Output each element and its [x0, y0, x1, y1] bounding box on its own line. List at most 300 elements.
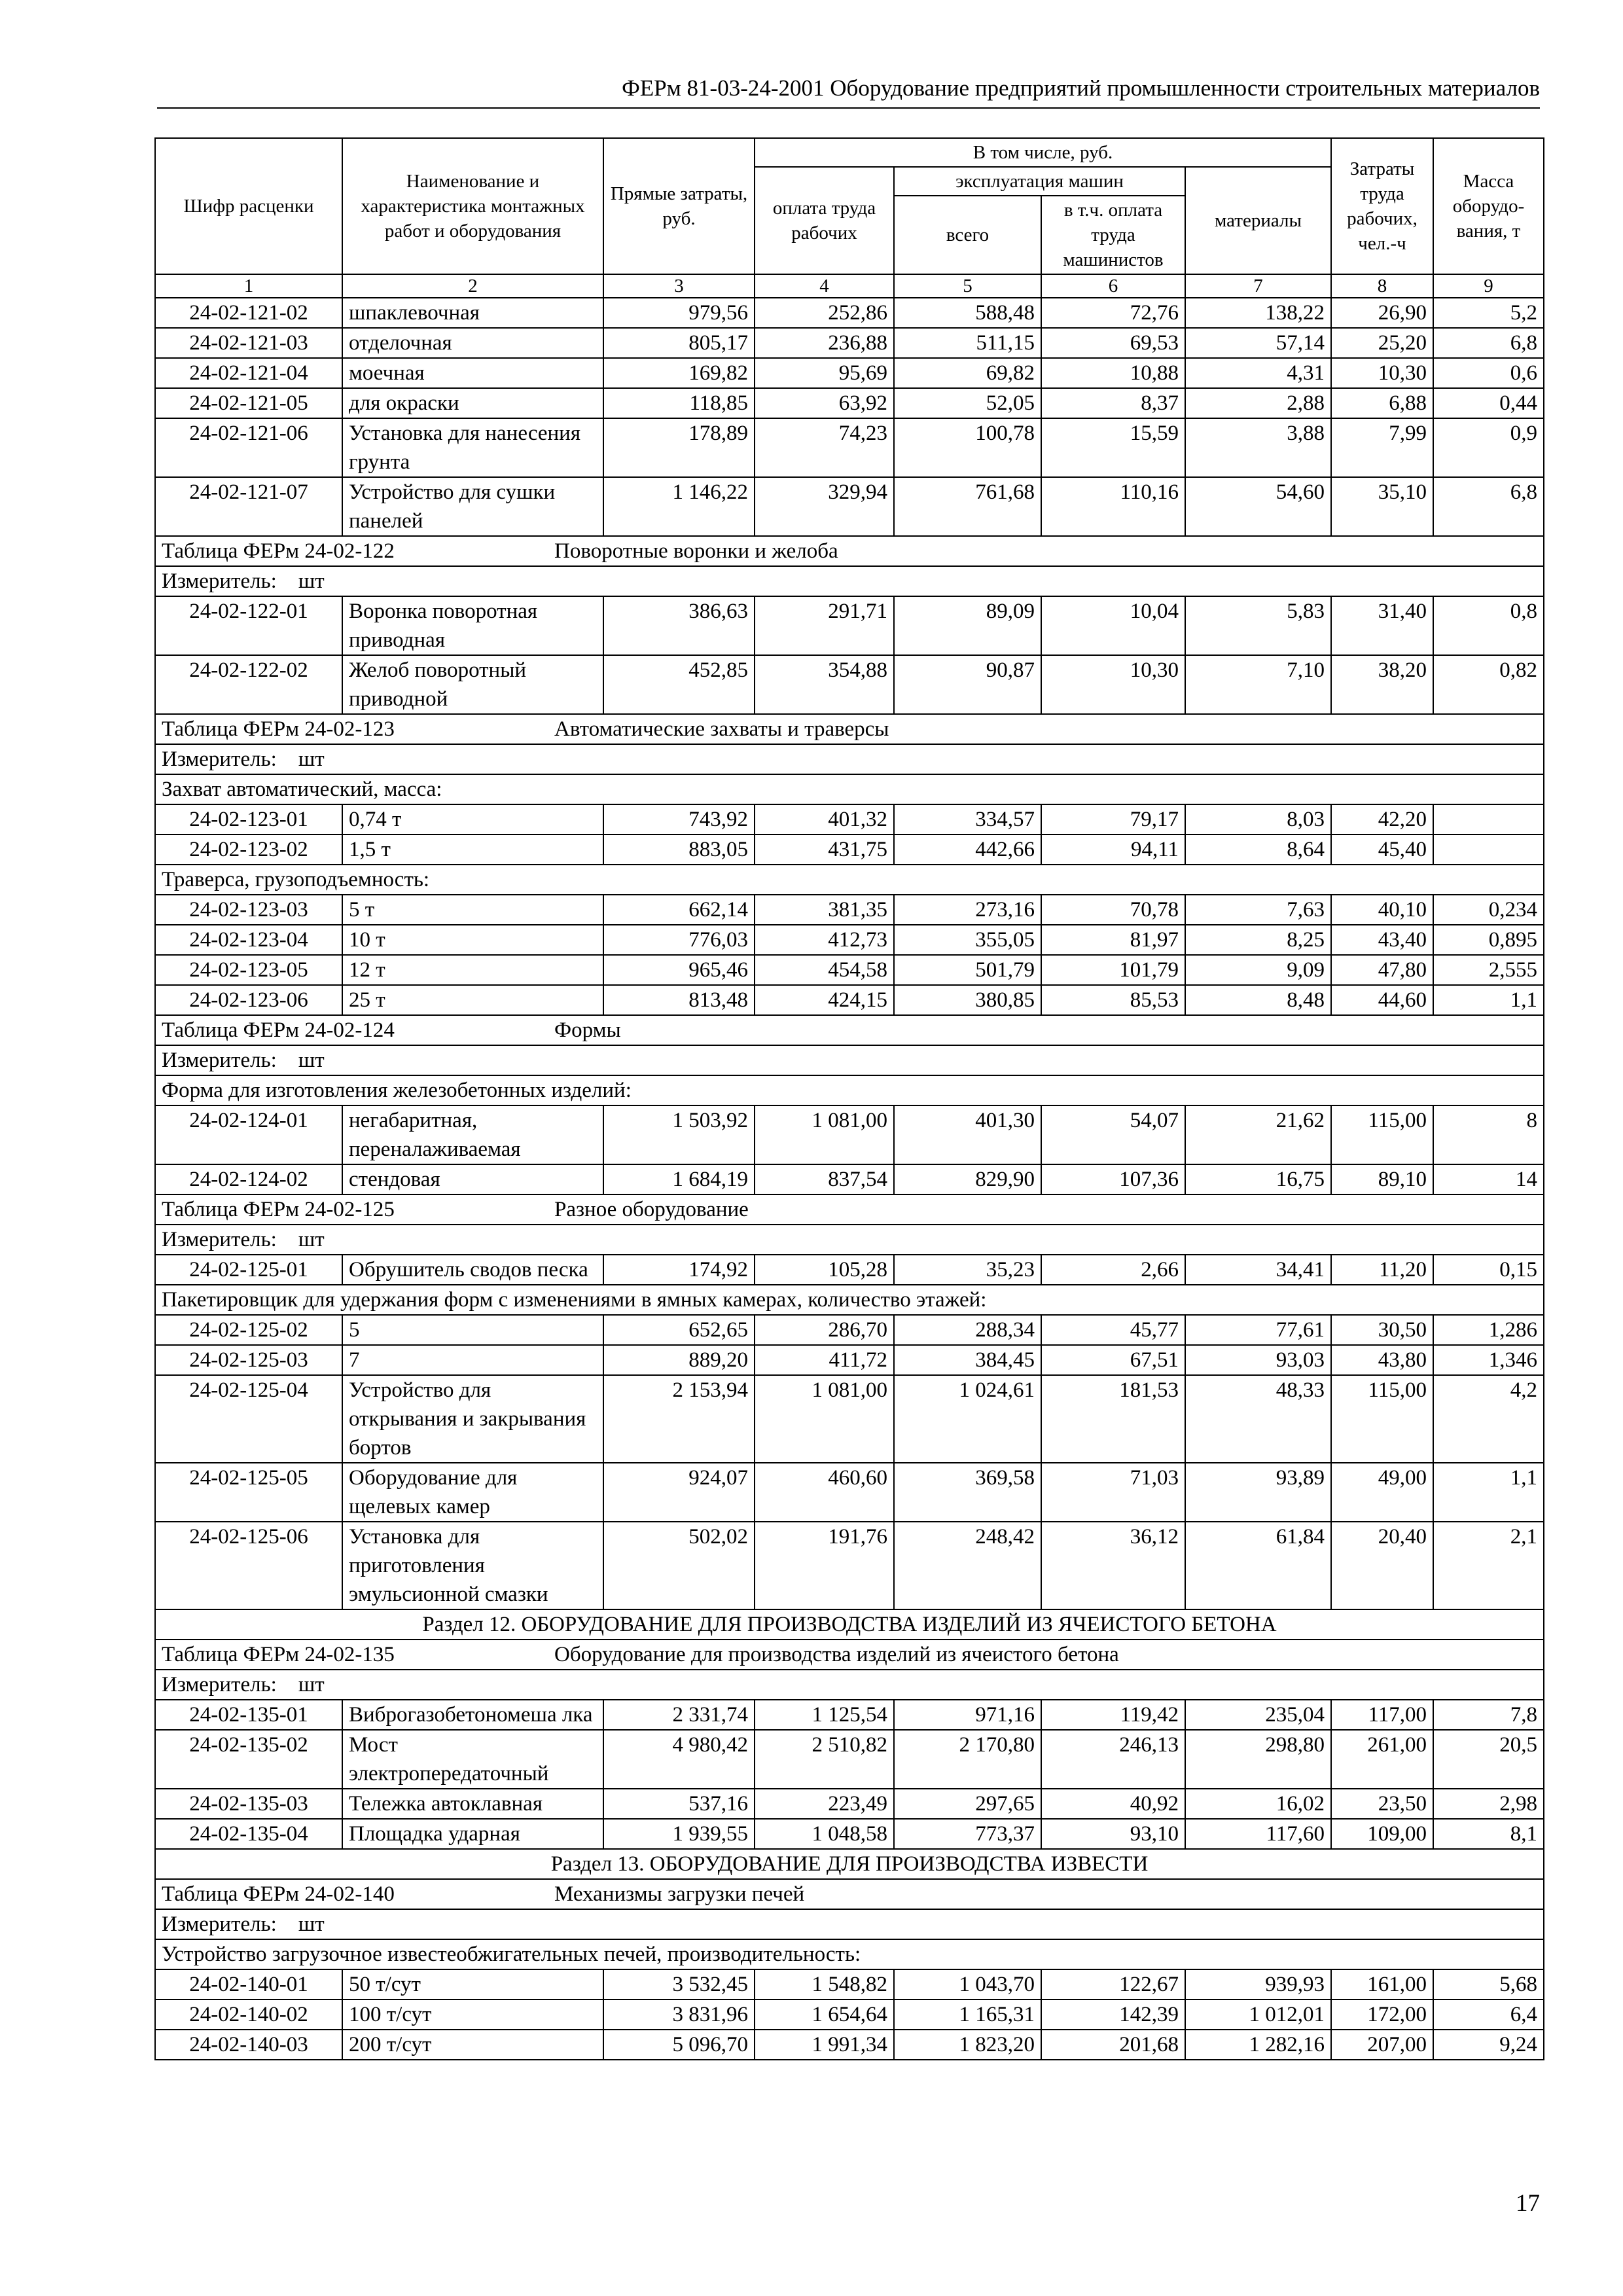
machine-total: 35,23	[894, 1255, 1041, 1285]
group-row	[155, 1939, 1544, 1969]
table-row	[155, 834, 1544, 865]
col-number: 5	[894, 274, 1041, 298]
labor-hours: 10,30	[1331, 358, 1433, 388]
work-name: 50 т/сут	[342, 1969, 603, 2000]
work-name: Установка для приготовления эмульсионной смазки	[342, 1522, 603, 1609]
labor-pay: 411,72	[755, 1345, 894, 1375]
table-title: Разное оборудование	[554, 1198, 749, 1221]
machine-total: 369,58	[894, 1463, 1041, 1522]
col-number: 1	[155, 274, 342, 298]
direct-cost: 813,48	[603, 985, 755, 1015]
labor-hours: 42,20	[1331, 804, 1433, 834]
col-header-mass: Масса оборудо-вания, т	[1433, 138, 1544, 274]
work-name: Установка для нанесения грунта	[342, 418, 603, 477]
labor-hours: 6,88	[1331, 388, 1433, 418]
labor-pay: 1 081,00	[755, 1375, 894, 1463]
machine-total: 52,05	[894, 388, 1041, 418]
direct-cost: 169,82	[603, 358, 755, 388]
col-number: 2	[342, 274, 603, 298]
machinist-pay: 246,13	[1041, 1730, 1185, 1789]
labor-pay: 354,88	[755, 655, 894, 714]
work-name: Обрушитель сводов песка	[342, 1255, 603, 1285]
table-title: Механизмы загрузки печей	[554, 1882, 805, 1906]
direct-cost: 1 684,19	[603, 1164, 755, 1194]
labor-hours: 40,10	[1331, 895, 1433, 925]
work-name: стендовая	[342, 1164, 603, 1194]
machine-total: 1 024,61	[894, 1375, 1041, 1463]
group-row	[155, 1285, 1544, 1315]
direct-cost: 1 503,92	[603, 1105, 755, 1164]
table-code: Таблица ФЕРм 24-02-123	[162, 717, 395, 741]
equipment-mass: 0,9	[1433, 418, 1544, 477]
table-row	[155, 655, 1544, 714]
table-row	[155, 1315, 1544, 1345]
machine-total: 297,65	[894, 1789, 1041, 1819]
equipment-mass: 1,1	[1433, 985, 1544, 1015]
rate-code: 24-02-125-05	[155, 1463, 342, 1522]
work-name: шпаклевочная	[342, 298, 603, 328]
equipment-mass	[1433, 804, 1544, 834]
direct-cost: 452,85	[603, 655, 755, 714]
materials-cost: 4,31	[1185, 358, 1331, 388]
table-row	[155, 804, 1544, 834]
labor-pay: 1 991,34	[755, 2030, 894, 2060]
direct-cost: 386,63	[603, 596, 755, 655]
equipment-mass: 20,5	[1433, 1730, 1544, 1789]
rate-code: 24-02-125-01	[155, 1255, 342, 1285]
unit-row	[155, 566, 1544, 596]
price-table	[154, 137, 1544, 2060]
materials-cost: 54,60	[1185, 477, 1331, 536]
col-header-direct: Прямые затраты, руб.	[603, 138, 755, 274]
rate-code: 24-02-122-01	[155, 596, 342, 655]
group-label: Устройство загрузочное известеобжигательных печей, производительность:	[155, 1939, 1544, 1969]
machine-total: 1 043,70	[894, 1969, 1041, 2000]
group-row	[155, 774, 1544, 804]
equipment-mass: 0,82	[1433, 655, 1544, 714]
equipment-mass: 14	[1433, 1164, 1544, 1194]
work-name: Желоб поворотный приводной	[342, 655, 603, 714]
labor-hours: 117,00	[1331, 1700, 1433, 1730]
direct-cost: 3 532,45	[603, 1969, 755, 2000]
work-name: 100 т/сут	[342, 2000, 603, 2030]
direct-cost: 178,89	[603, 418, 755, 477]
work-name: Устройство для сушки панелей	[342, 477, 603, 536]
rate-code: 24-02-123-05	[155, 955, 342, 985]
direct-cost: 174,92	[603, 1255, 755, 1285]
col-header-machinist-pay: в т.ч. оплата труда машинистов	[1041, 196, 1185, 274]
materials-cost: 8,25	[1185, 925, 1331, 955]
machine-total: 100,78	[894, 418, 1041, 477]
table-row	[155, 1789, 1544, 1819]
table-row	[155, 2000, 1544, 2030]
materials-cost: 61,84	[1185, 1522, 1331, 1609]
work-name: для окраски	[342, 388, 603, 418]
table-code: Таблица ФЕРм 24-02-140	[162, 1882, 395, 1906]
table-row	[155, 328, 1544, 358]
labor-pay: 223,49	[755, 1789, 894, 1819]
labor-hours: 45,40	[1331, 834, 1433, 865]
work-name: Площадка ударная	[342, 1819, 603, 1849]
table-title: Автоматические захваты и траверсы	[554, 717, 889, 741]
direct-cost: 2 153,94	[603, 1375, 755, 1463]
table-row	[155, 1164, 1544, 1194]
labor-pay: 105,28	[755, 1255, 894, 1285]
machine-total: 971,16	[894, 1700, 1041, 1730]
materials-cost: 8,03	[1185, 804, 1331, 834]
work-name: Устройство для открывания и закрывания бортов	[342, 1375, 603, 1463]
machine-total: 501,79	[894, 955, 1041, 985]
labor-pay: 1 654,64	[755, 2000, 894, 2030]
labor-pay: 1 125,54	[755, 1700, 894, 1730]
direct-cost: 889,20	[603, 1345, 755, 1375]
materials-cost: 7,10	[1185, 655, 1331, 714]
direct-cost: 979,56	[603, 298, 755, 328]
materials-cost: 34,41	[1185, 1255, 1331, 1285]
table-row	[155, 1463, 1544, 1522]
materials-cost: 117,60	[1185, 1819, 1331, 1849]
machinist-pay: 2,66	[1041, 1255, 1185, 1285]
machinist-pay: 40,92	[1041, 1789, 1185, 1819]
labor-hours: 31,40	[1331, 596, 1433, 655]
materials-cost: 16,75	[1185, 1164, 1331, 1194]
materials-cost: 939,93	[1185, 1969, 1331, 2000]
materials-cost: 57,14	[1185, 328, 1331, 358]
labor-pay: 74,23	[755, 418, 894, 477]
rate-code: 24-02-135-04	[155, 1819, 342, 1849]
table-row	[155, 1105, 1544, 1164]
table-row	[155, 1819, 1544, 1849]
work-name: 0,74 т	[342, 804, 603, 834]
col-header-machine-total: всего	[894, 196, 1041, 274]
machinist-pay: 10,30	[1041, 655, 1185, 714]
labor-hours: 7,99	[1331, 418, 1433, 477]
machinist-pay: 79,17	[1041, 804, 1185, 834]
page-number: 17	[1516, 2190, 1540, 2217]
table-title-cell	[155, 1194, 1544, 1225]
labor-pay: 1 048,58	[755, 1819, 894, 1849]
equipment-mass: 0,44	[1433, 388, 1544, 418]
section-title: Раздел 13. ОБОРУДОВАНИЕ ДЛЯ ПРОИЗВОДСТВА ИЗВЕСТИ	[155, 1849, 1544, 1879]
machine-total: 829,90	[894, 1164, 1041, 1194]
table-code: Таблица ФЕРм 24-02-124	[162, 1018, 395, 1042]
section-row	[155, 1609, 1544, 1640]
labor-hours: 38,20	[1331, 655, 1433, 714]
table-title-cell	[155, 1640, 1544, 1670]
labor-hours: 23,50	[1331, 1789, 1433, 1819]
materials-cost: 1 282,16	[1185, 2030, 1331, 2060]
equipment-mass: 2,1	[1433, 1522, 1544, 1609]
unit-label: Измеритель: шт	[155, 1045, 1544, 1075]
labor-pay: 460,60	[755, 1463, 894, 1522]
machinist-pay: 201,68	[1041, 2030, 1185, 2060]
unit-label: Измеритель: шт	[155, 1909, 1544, 1939]
direct-cost: 776,03	[603, 925, 755, 955]
labor-pay: 291,71	[755, 596, 894, 655]
group-label: Форма для изготовления железобетонных изделий:	[155, 1075, 1544, 1105]
unit-row	[155, 1225, 1544, 1255]
equipment-mass: 1,1	[1433, 1463, 1544, 1522]
labor-hours: 44,60	[1331, 985, 1433, 1015]
column-numbers-row	[155, 274, 1544, 298]
group-row	[155, 865, 1544, 895]
labor-hours: 207,00	[1331, 2030, 1433, 2060]
materials-cost: 93,03	[1185, 1345, 1331, 1375]
table-title-row	[155, 536, 1544, 566]
equipment-mass	[1433, 834, 1544, 865]
work-name: 5 т	[342, 895, 603, 925]
direct-cost: 2 331,74	[603, 1700, 755, 1730]
machinist-pay: 181,53	[1041, 1375, 1185, 1463]
table-row	[155, 358, 1544, 388]
equipment-mass: 9,24	[1433, 2030, 1544, 2060]
equipment-mass: 5,2	[1433, 298, 1544, 328]
rate-code: 24-02-135-03	[155, 1789, 342, 1819]
machine-total: 401,30	[894, 1105, 1041, 1164]
table-title-cell	[155, 1879, 1544, 1909]
unit-row	[155, 1045, 1544, 1075]
col-header-incl: В том числе, руб.	[755, 138, 1331, 167]
equipment-mass: 2,555	[1433, 955, 1544, 985]
equipment-mass: 8,1	[1433, 1819, 1544, 1849]
direct-cost: 4 980,42	[603, 1730, 755, 1789]
table-row	[155, 1969, 1544, 2000]
rate-code: 24-02-135-02	[155, 1730, 342, 1789]
labor-pay: 401,32	[755, 804, 894, 834]
equipment-mass: 0,234	[1433, 895, 1544, 925]
labor-pay: 381,35	[755, 895, 894, 925]
table-title-row	[155, 714, 1544, 744]
equipment-mass: 6,8	[1433, 477, 1544, 536]
col-header-machine-op: эксплуатация машин	[894, 167, 1185, 196]
labor-pay: 95,69	[755, 358, 894, 388]
labor-pay: 329,94	[755, 477, 894, 536]
labor-pay: 1 081,00	[755, 1105, 894, 1164]
table-head	[155, 138, 1544, 298]
equipment-mass: 1,286	[1433, 1315, 1544, 1345]
materials-cost: 16,02	[1185, 1789, 1331, 1819]
rate-code: 24-02-123-02	[155, 834, 342, 865]
labor-pay: 236,88	[755, 328, 894, 358]
work-name: 200 т/сут	[342, 2030, 603, 2060]
col-header-labor-pay: оплата труда рабочих	[755, 167, 894, 274]
machine-total: 511,15	[894, 328, 1041, 358]
direct-cost: 743,92	[603, 804, 755, 834]
labor-pay: 286,70	[755, 1315, 894, 1345]
machinist-pay: 70,78	[1041, 895, 1185, 925]
equipment-mass: 4,2	[1433, 1375, 1544, 1463]
labor-hours: 26,90	[1331, 298, 1433, 328]
rate-code: 24-02-135-01	[155, 1700, 342, 1730]
work-name: Оборудование для щелевых камер	[342, 1463, 603, 1522]
machinist-pay: 81,97	[1041, 925, 1185, 955]
table-title-row	[155, 1879, 1544, 1909]
table-title: Формы	[554, 1018, 621, 1042]
labor-hours: 261,00	[1331, 1730, 1433, 1789]
machine-total: 248,42	[894, 1522, 1041, 1609]
machine-total: 355,05	[894, 925, 1041, 955]
equipment-mass: 0,6	[1433, 358, 1544, 388]
rate-code: 24-02-125-06	[155, 1522, 342, 1609]
equipment-mass: 1,346	[1433, 1345, 1544, 1375]
labor-pay: 63,92	[755, 388, 894, 418]
rate-code: 24-02-123-01	[155, 804, 342, 834]
direct-cost: 502,02	[603, 1522, 755, 1609]
col-header-code: Шифр расценки	[155, 138, 342, 274]
direct-cost: 965,46	[603, 955, 755, 985]
rate-code: 24-02-123-06	[155, 985, 342, 1015]
unit-label: Измеритель: шт	[155, 1670, 1544, 1700]
labor-hours: 47,80	[1331, 955, 1433, 985]
table-row	[155, 1522, 1544, 1609]
machine-total: 2 170,80	[894, 1730, 1041, 1789]
materials-cost: 48,33	[1185, 1375, 1331, 1463]
col-header-materials: материалы	[1185, 167, 1331, 274]
machinist-pay: 71,03	[1041, 1463, 1185, 1522]
table-row	[155, 1345, 1544, 1375]
group-label: Пакетировщик для удержания форм с изменениями в ямных камерах, количество этажей:	[155, 1285, 1544, 1315]
table-code: Таблица ФЕРм 24-02-122	[162, 539, 395, 563]
unit-label: Измеритель: шт	[155, 744, 1544, 774]
machinist-pay: 67,51	[1041, 1345, 1185, 1375]
machine-total: 384,45	[894, 1345, 1041, 1375]
labor-pay: 837,54	[755, 1164, 894, 1194]
group-row	[155, 1075, 1544, 1105]
labor-hours: 43,80	[1331, 1345, 1433, 1375]
materials-cost: 2,88	[1185, 388, 1331, 418]
unit-row	[155, 1909, 1544, 1939]
rate-code: 24-02-140-02	[155, 2000, 342, 2030]
machinist-pay: 93,10	[1041, 1819, 1185, 1849]
labor-hours: 161,00	[1331, 1969, 1433, 2000]
materials-cost: 298,80	[1185, 1730, 1331, 1789]
table-row	[155, 596, 1544, 655]
labor-pay: 454,58	[755, 955, 894, 985]
machinist-pay: 142,39	[1041, 2000, 1185, 2030]
rate-code: 24-02-122-02	[155, 655, 342, 714]
table-row	[155, 955, 1544, 985]
direct-cost: 652,65	[603, 1315, 755, 1345]
section-title: Раздел 12. ОБОРУДОВАНИЕ ДЛЯ ПРОИЗВОДСТВА ИЗДЕЛИЙ ИЗ ЯЧЕИСТОГО БЕТОНА	[155, 1609, 1544, 1640]
table-title-cell	[155, 714, 1544, 744]
unit-label: Измеритель: шт	[155, 566, 1544, 596]
rate-code: 24-02-125-03	[155, 1345, 342, 1375]
table-title: Оборудование для производства изделий из ячеистого бетона	[554, 1643, 1119, 1666]
table-row	[155, 298, 1544, 328]
table-row	[155, 1255, 1544, 1285]
rate-code: 24-02-121-04	[155, 358, 342, 388]
work-name: Воронка поворотная приводная	[342, 596, 603, 655]
labor-hours: 30,50	[1331, 1315, 1433, 1345]
work-name: 25 т	[342, 985, 603, 1015]
machine-total: 89,09	[894, 596, 1041, 655]
direct-cost: 5 096,70	[603, 2030, 755, 2060]
machinist-pay: 101,79	[1041, 955, 1185, 985]
table-row	[155, 477, 1544, 536]
direct-cost: 662,14	[603, 895, 755, 925]
machinist-pay: 107,36	[1041, 1164, 1185, 1194]
rate-code: 24-02-121-02	[155, 298, 342, 328]
labor-pay: 424,15	[755, 985, 894, 1015]
materials-cost: 9,09	[1185, 955, 1331, 985]
rate-code: 24-02-121-05	[155, 388, 342, 418]
labor-hours: 115,00	[1331, 1105, 1433, 1164]
work-name: Мост электропередаточный	[342, 1730, 603, 1789]
machine-total: 288,34	[894, 1315, 1041, 1345]
labor-pay: 431,75	[755, 834, 894, 865]
machinist-pay: 72,76	[1041, 298, 1185, 328]
work-name: моечная	[342, 358, 603, 388]
materials-cost: 7,63	[1185, 895, 1331, 925]
labor-hours: 49,00	[1331, 1463, 1433, 1522]
work-name: 1,5 т	[342, 834, 603, 865]
direct-cost: 1 939,55	[603, 1819, 755, 1849]
unit-row	[155, 744, 1544, 774]
table-title-cell	[155, 536, 1544, 566]
table-row	[155, 2030, 1544, 2060]
work-name: негабаритная, переналаживаемая	[342, 1105, 603, 1164]
direct-cost: 1 146,22	[603, 477, 755, 536]
equipment-mass: 6,4	[1433, 2000, 1544, 2030]
rate-code: 24-02-121-07	[155, 477, 342, 536]
labor-pay: 412,73	[755, 925, 894, 955]
work-name: отделочная	[342, 328, 603, 358]
direct-cost: 924,07	[603, 1463, 755, 1522]
table-row	[155, 985, 1544, 1015]
work-name: 7	[342, 1345, 603, 1375]
labor-hours: 43,40	[1331, 925, 1433, 955]
table-row	[155, 1700, 1544, 1730]
table-title-cell	[155, 1015, 1544, 1045]
labor-hours: 35,10	[1331, 477, 1433, 536]
materials-cost: 3,88	[1185, 418, 1331, 477]
table-body	[155, 298, 1544, 2060]
col-header-labor-hours: Затраты труда рабочих, чел.-ч	[1331, 138, 1433, 274]
materials-cost: 235,04	[1185, 1700, 1331, 1730]
page-header: ФЕРм 81-03-24-2001 Оборудование предприятий промышленности строительных материалов	[622, 75, 1540, 101]
machine-total: 761,68	[894, 477, 1041, 536]
labor-hours: 89,10	[1331, 1164, 1433, 1194]
table-title-row	[155, 1194, 1544, 1225]
table-row	[155, 895, 1544, 925]
table-row	[155, 925, 1544, 955]
materials-cost: 138,22	[1185, 298, 1331, 328]
machine-total: 334,57	[894, 804, 1041, 834]
group-label: Траверса, грузоподъемность:	[155, 865, 1544, 895]
labor-hours: 20,40	[1331, 1522, 1433, 1609]
machinist-pay: 8,37	[1041, 388, 1185, 418]
rate-code: 24-02-125-02	[155, 1315, 342, 1345]
direct-cost: 883,05	[603, 834, 755, 865]
col-header-name: Наименование и характеристика монтажных работ и оборудования	[342, 138, 603, 274]
table-title: Поворотные воронки и желоба	[554, 539, 838, 563]
rate-code: 24-02-140-01	[155, 1969, 342, 2000]
equipment-mass: 0,895	[1433, 925, 1544, 955]
machinist-pay: 36,12	[1041, 1522, 1185, 1609]
materials-cost: 1 012,01	[1185, 2000, 1331, 2030]
rate-code: 24-02-124-01	[155, 1105, 342, 1164]
equipment-mass: 6,8	[1433, 328, 1544, 358]
machinist-pay: 10,88	[1041, 358, 1185, 388]
machinist-pay: 85,53	[1041, 985, 1185, 1015]
direct-cost: 805,17	[603, 328, 755, 358]
equipment-mass: 2,98	[1433, 1789, 1544, 1819]
labor-pay: 191,76	[755, 1522, 894, 1609]
labor-hours: 109,00	[1331, 1819, 1433, 1849]
col-number: 4	[755, 274, 894, 298]
machine-total: 380,85	[894, 985, 1041, 1015]
machinist-pay: 94,11	[1041, 834, 1185, 865]
